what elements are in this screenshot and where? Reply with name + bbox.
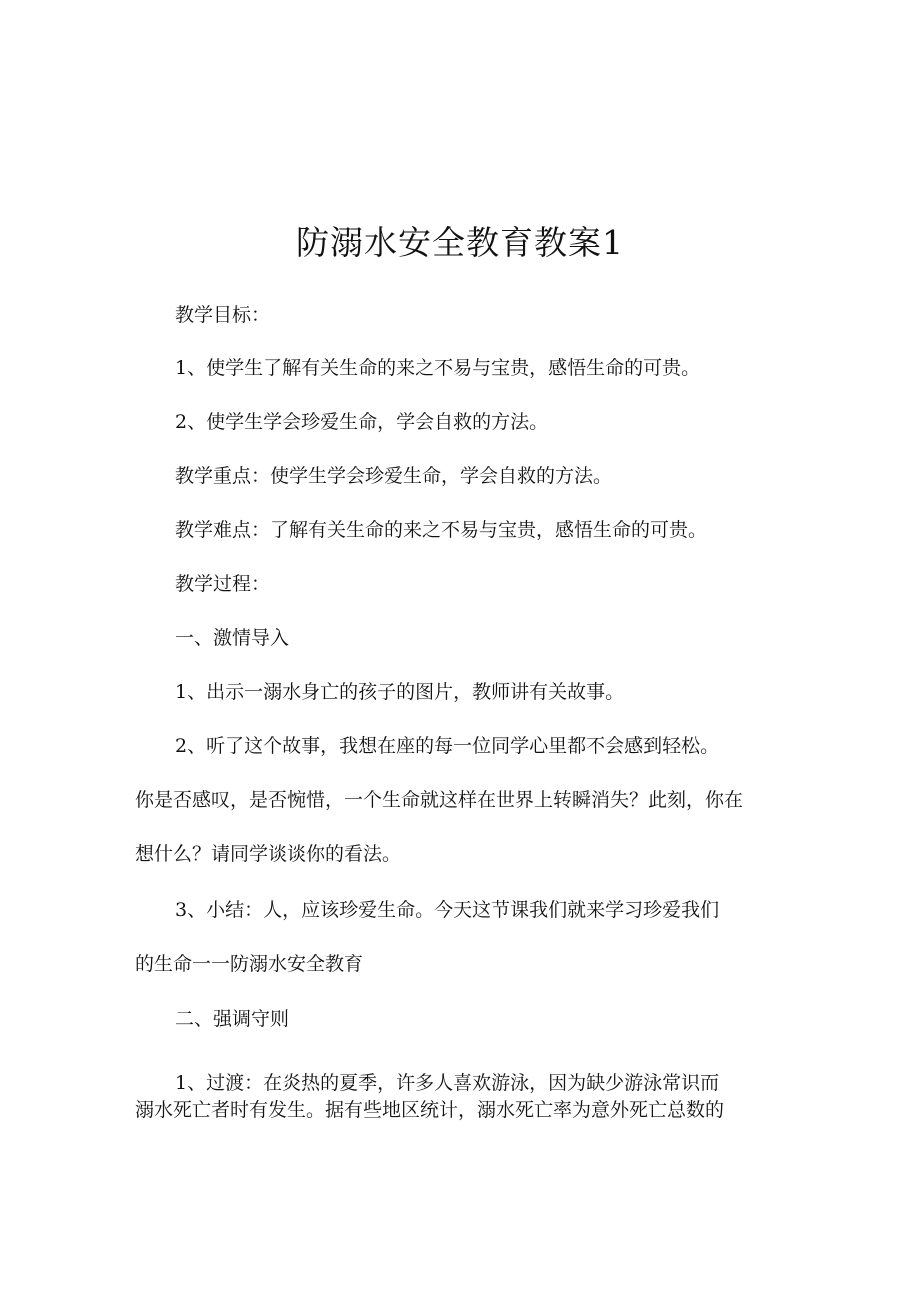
text-line-objectives-heading: 教学目标： — [175, 304, 271, 326]
text-line-transition-cont: 溺水死亡者时有发生。据有些地区统计，溺水死亡率为意外死亡总数的 — [135, 1099, 725, 1121]
text-line-item-2: 2、听了这个故事，我想在座的每一位同学心里都不会感到轻松。 — [175, 735, 720, 757]
text-line-difficulty: 教学难点：了解有关生命的来之不易与宝贵，感悟生命的可贵。 — [175, 519, 708, 541]
text-line-section-2-heading: 二、强调守则 — [175, 1008, 290, 1030]
text-line-process-heading: 教学过程： — [175, 573, 271, 595]
text-line-key-point: 教学重点：使学生学会珍爱生命，学会自救的方法。 — [175, 465, 613, 487]
document-title: 防溺水安全教育教案1 — [296, 223, 624, 262]
text-line-section-1-heading: 一、激情导入 — [175, 627, 290, 649]
text-line-objective-1: 1、使学生了解有关生命的来之不易与宝贵，感悟生命的可贵。 — [175, 357, 701, 379]
text-line-objective-2: 2、使学生学会珍爱生命，学会自救的方法。 — [175, 411, 549, 433]
text-line-item-2-cont-2: 想什么？请同学谈谈你的看法。 — [135, 843, 402, 865]
text-line-item-2-cont-1: 你是否感叹，是否惋惜，一个生命就这样在世界上转瞬消失？此刻，你在 — [135, 789, 744, 811]
text-line-item-1: 1、出示一溺水身亡的孩子的图片，教师讲有关故事。 — [175, 681, 625, 703]
text-line-item-3: 3、小结：人，应该珍爱生命。今天这节课我们就来学习珍爱我们 — [175, 899, 720, 921]
text-line-transition: 1、过渡：在炎热的夏季，许多人喜欢游泳，因为缺少游泳常识而 — [175, 1072, 720, 1094]
text-line-item-3-cont: 的生命一一防溺水安全教育 — [135, 953, 364, 975]
